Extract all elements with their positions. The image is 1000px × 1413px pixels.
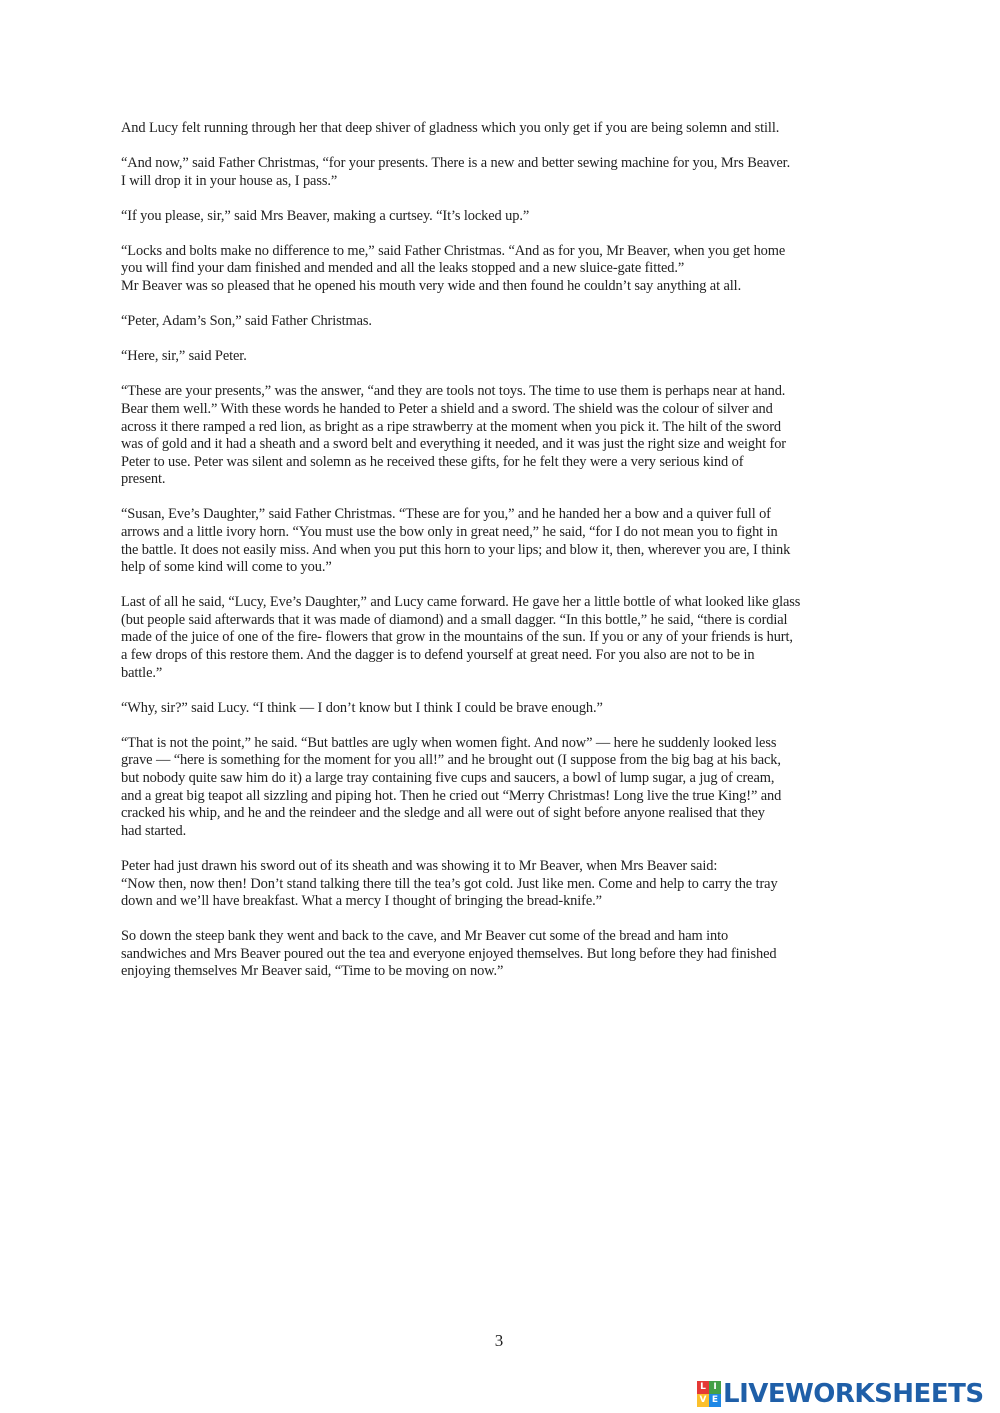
text-line: help of some kind will come to you.” [121,559,332,576]
text-line: was of gold and it had a sheath and a sword belt and everything it needed, and it was just the right size and weight for [121,436,786,453]
paragraph [121,506,883,576]
liveworksheets-logo-icon [697,1381,721,1407]
logo-icon-letter: I [709,1381,721,1394]
text-line: down and we’ll have breakfast. What a mercy I thought of bringing the bread-knife.” [121,893,602,910]
story-text [121,120,883,998]
text-line: arrows and a little ivory horn. “You must use the bow only in great need,” he said, “for I do not mean you to fight in [121,524,778,540]
text-line: Peter had just drawn his sword out of its sheath and was showing it to Mr Beaver, when Mrs Beaver said: [121,857,718,874]
paragraph [121,928,883,981]
text-line: and a great big teapot all sizzling and piping hot. Then he cried out “Merry Christmas! Long live the true King!” and [121,787,782,804]
paragraph [121,243,883,296]
text-line: “And now,” said Father Christmas, “for your presents. There is a new and better sewing machine for you, Mrs Beaver. [121,155,791,172]
text-line: “Susan, Eve’s Daughter,” said Father Christmas. “These are for you,” and he handed her a bow and a quiver full of [121,506,771,523]
text-line: had started. [121,822,187,839]
text-line: “Locks and bolts make no difference to me,” said Father Christmas. “And as for you, Mr Beaver, when you get home [121,242,786,259]
text-line: but nobody quite saw him do it) a large tray containing five cups and saucers, a bowl of lump sugar, a jug of cream, [121,770,775,787]
paragraph [121,348,883,366]
text-line: cracked his whip, and he and the reindeer and the sledge and all were out of sight before anyone realised that they [121,805,765,822]
text-line: (but people said afterwards that it was made of diamond) and a small dagger. “In this bottle,” he said, “there is cordial [121,611,788,628]
text-line: a few drops of this restore them. And the dagger is to defend yourself at great need. For you also are not to be in [121,647,755,664]
text-line: Mr Beaver was so pleased that he opened his mouth very wide and then found he couldn’t say anything at all. [121,278,742,295]
text-line: across it there ramped a red lion, as bright as a ripe strawberry at the moment when you pick it. The hilt of the sword [121,418,782,435]
liveworksheets-logo[interactable] [697,1378,984,1410]
text-line: you will find your dam finished and mended and all the leaks stopped and a new sluice-gate fitted.” [121,260,685,277]
page-number: 3 [494,1331,504,1350]
text-line: And Lucy felt running through her that deep shiver of gladness which you only get if you are being solemn and still. [121,120,780,136]
paragraph [121,700,883,718]
paragraph [121,383,883,489]
text-line: the battle. It does not easily miss. And when you put this horn to your lips; and blow it, then, wherever you are, I think [121,541,791,558]
liveworksheets-logo-text: LIVEWORKSHEETS [723,1379,984,1409]
paragraph [121,120,883,138]
text-line: grave — “here is something for the moment for you all!” and he brought out (I suppose from the big bag at his back, [121,752,781,769]
paragraph [121,735,883,841]
text-line: So down the steep bank they went and back to the cave, and Mr Beaver cut some of the bread and ham into [121,928,729,945]
text-line: “Why, sir?” said Lucy. “I think — I don’t know but I think I could be brave enough.” [121,699,603,716]
text-line: battle.” [121,664,163,681]
paragraph [121,155,883,190]
paragraph [121,313,883,331]
paragraph [121,858,883,911]
text-line: “Here, sir,” said Peter. [121,348,247,365]
text-line: enjoying themselves Mr Beaver said, “Time to be moving on now.” [121,963,504,980]
text-line: “Peter, Adam’s Son,” said Father Christmas. [121,313,372,330]
text-line: “Now then, now then! Don’t stand talking there till the tea’s got cold. Just like men. Come and help to carry the tray [121,875,778,892]
text-line: made of the juice of one of the fire- flowers that grow in the mountains of the sun. If you or any of your friends is hurt, [121,629,793,646]
text-line: Last of all he said, “Lucy, Eve’s Daughter,” and Lucy came forward. He gave her a little bottle of what looked like glass [121,594,801,611]
text-line: I will drop it in your house as, I pass.” [121,172,338,189]
text-line: present. [121,471,166,488]
logo-icon-letter: L [697,1381,709,1394]
text-line: Bear them well.” With these words he handed to Peter a shield and a sword. The shield was the colour of silver and [121,400,773,417]
logo-icon-letter: V [697,1394,709,1407]
logo-icon-letter: E [709,1394,721,1407]
paragraph [121,594,883,682]
text-line: “These are your presents,” was the answer, “and they are tools not toys. The time to use them is perhaps near at hand. [121,383,786,400]
text-line: sandwiches and Mrs Beaver poured out the tea and everyone enjoyed themselves. But long before they had finished [121,945,777,962]
text-line: Peter to use. Peter was silent and solemn as he received these gifts, for he felt they were a very serious kind of [121,453,744,470]
text-line: “That is not the point,” he said. “But battles are ugly when women fight. And now” — here he suddenly looked less [121,734,777,751]
paragraph [121,208,883,226]
text-line: “If you please, sir,” said Mrs Beaver, making a curtsey. “It’s locked up.” [121,207,530,224]
